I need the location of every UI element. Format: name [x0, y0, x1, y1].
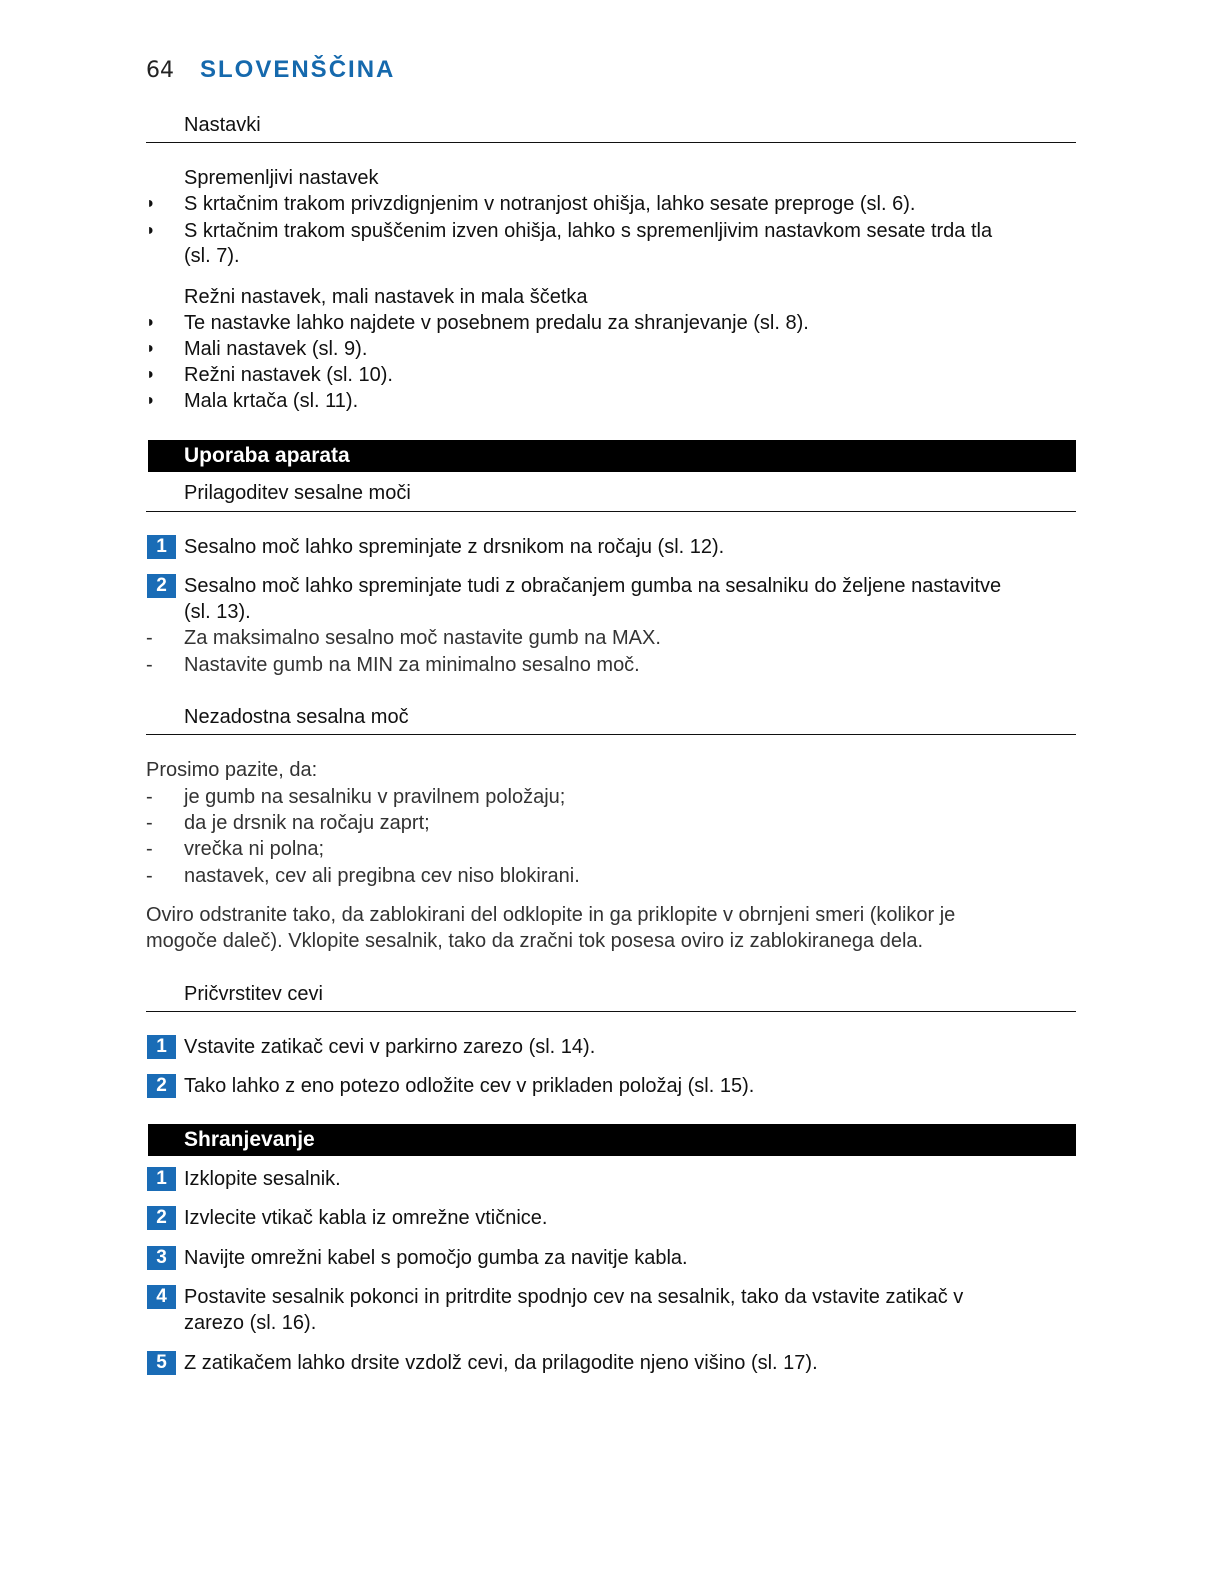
step-text: Sesalno moč lahko spreminjate tudi z obračanjem gumba na sesalniku do željene nastavitve — [184, 575, 1002, 597]
dash-bullet: - — [146, 812, 153, 834]
step-text: Tako lahko z eno potezo odložite cev v prikladen položaj (sl. 15). — [184, 1075, 755, 1097]
subsection-rule — [146, 734, 1076, 735]
paragraph-line: Oviro odstranite tako, da zablokirani del odklopite in ga priklopite v obrnjeni smeri (kolikor je — [146, 904, 956, 926]
subsection-rule — [146, 142, 1076, 143]
step-badge: 4 — [147, 1285, 176, 1309]
bullet-icon: ◗ — [146, 314, 156, 331]
step-text: Postavite sesalnik pokonci in pritrdite spodnjo cev na sesalnik, tako da vstavite zatikač v — [184, 1286, 964, 1308]
check-item: da je drsnik na ročaju zaprt; — [184, 812, 430, 834]
subsection-title-nastavki: Nastavki — [184, 114, 261, 136]
dash-bullet: - — [146, 654, 153, 676]
check-item: nastavek, cev ali pregibna cev niso blokirani. — [184, 865, 580, 887]
subsection-rule — [146, 1011, 1076, 1012]
subsection-title-fix: Pričvrstitev cevi — [184, 983, 323, 1005]
check-item: vrečka ni polna; — [184, 838, 325, 860]
bullet-icon: ◗ — [146, 366, 156, 383]
section-title: Shranjevanje — [184, 1128, 315, 1151]
step-text: Izklopite sesalnik. — [184, 1168, 341, 1190]
note-item: Nastavite gumb na MIN za minimalno sesalno moč. — [184, 654, 640, 676]
small-nozzles-title: Režni nastavek, mali nastavek in mala ščetka — [184, 286, 588, 308]
step-text: Navijte omrežni kabel s pomočjo gumba za navitje kabla. — [184, 1247, 688, 1269]
language-title: SLOVENŠČINA — [200, 56, 396, 83]
step-badge: 3 — [147, 1246, 176, 1270]
step-text: Izvlecite vtikač kabla iz omrežne vtičnice. — [184, 1207, 548, 1229]
step-text: Sesalno moč lahko spreminjate z drsnikom na ročaju (sl. 12). — [184, 536, 725, 558]
step-text-continuation: (sl. 13). — [184, 601, 251, 623]
bullet-icon: ◗ — [146, 195, 156, 212]
check-item: je gumb na sesalniku v pravilnem položaju; — [184, 786, 566, 808]
list-item-continuation: (sl. 7). — [184, 245, 240, 267]
subsection-title-power: Prilagoditev sesalne moči — [184, 482, 411, 504]
dash-bullet: - — [146, 838, 153, 860]
list-item: Mali nastavek (sl. 9). — [184, 338, 368, 360]
dash-bullet: - — [146, 786, 153, 808]
dash-bullet: - — [146, 865, 153, 887]
step-text: Z zatikačem lahko drsite vzdolž cevi, da prilagodite njeno višino (sl. 17). — [184, 1352, 818, 1374]
bullet-icon: ◗ — [146, 340, 156, 357]
step-text-continuation: zarezo (sl. 16). — [184, 1312, 317, 1334]
list-item: Mala krtača (sl. 11). — [184, 390, 359, 412]
note-item: Za maksimalno sesalno moč nastavite gumb na MAX. — [184, 627, 661, 649]
paragraph-line: mogoče daleč). Vklopite sesalnik, tako da zračni tok posesa oviro iz zablokiranega dela. — [146, 930, 924, 952]
subsection-rule — [146, 511, 1076, 512]
step-badge: 1 — [147, 1167, 176, 1191]
list-item: Te nastavke lahko najdete v posebnem predalu za shranjevanje (sl. 8). — [184, 312, 809, 334]
list-item: S krtačnim trakom spuščenim izven ohišja, lahko s spremenljivim nastavkom sesate trda tla — [184, 220, 993, 242]
page-number: 64 — [146, 58, 174, 83]
step-badge: 2 — [147, 1206, 176, 1230]
dash-bullet: - — [146, 627, 153, 649]
section-title: Uporaba aparata — [184, 444, 350, 467]
step-text: Vstavite zatikač cevi v parkirno zarezo (sl. 14). — [184, 1036, 596, 1058]
step-badge: 2 — [147, 574, 176, 598]
section-bar-shranjevanje — [148, 1124, 1076, 1156]
weak-intro: Prosimo pazite, da: — [146, 759, 318, 781]
list-item: Režni nastavek (sl. 10). — [184, 364, 393, 386]
page-header — [146, 56, 395, 86]
bullet-icon: ◗ — [146, 392, 156, 409]
step-badge: 2 — [147, 1074, 176, 1098]
section-bar-uporaba — [148, 440, 1076, 472]
variable-nozzle-title: Spremenljivi nastavek — [184, 167, 379, 189]
list-item: S krtačnim trakom privzdignjenim v notranjost ohišja, lahko sesate preproge (sl. 6). — [184, 193, 916, 215]
subsection-title-weak: Nezadostna sesalna moč — [184, 706, 409, 728]
step-badge: 5 — [147, 1351, 176, 1375]
bullet-icon: ◗ — [146, 222, 156, 239]
step-badge: 1 — [147, 535, 176, 559]
step-badge: 1 — [147, 1035, 176, 1059]
